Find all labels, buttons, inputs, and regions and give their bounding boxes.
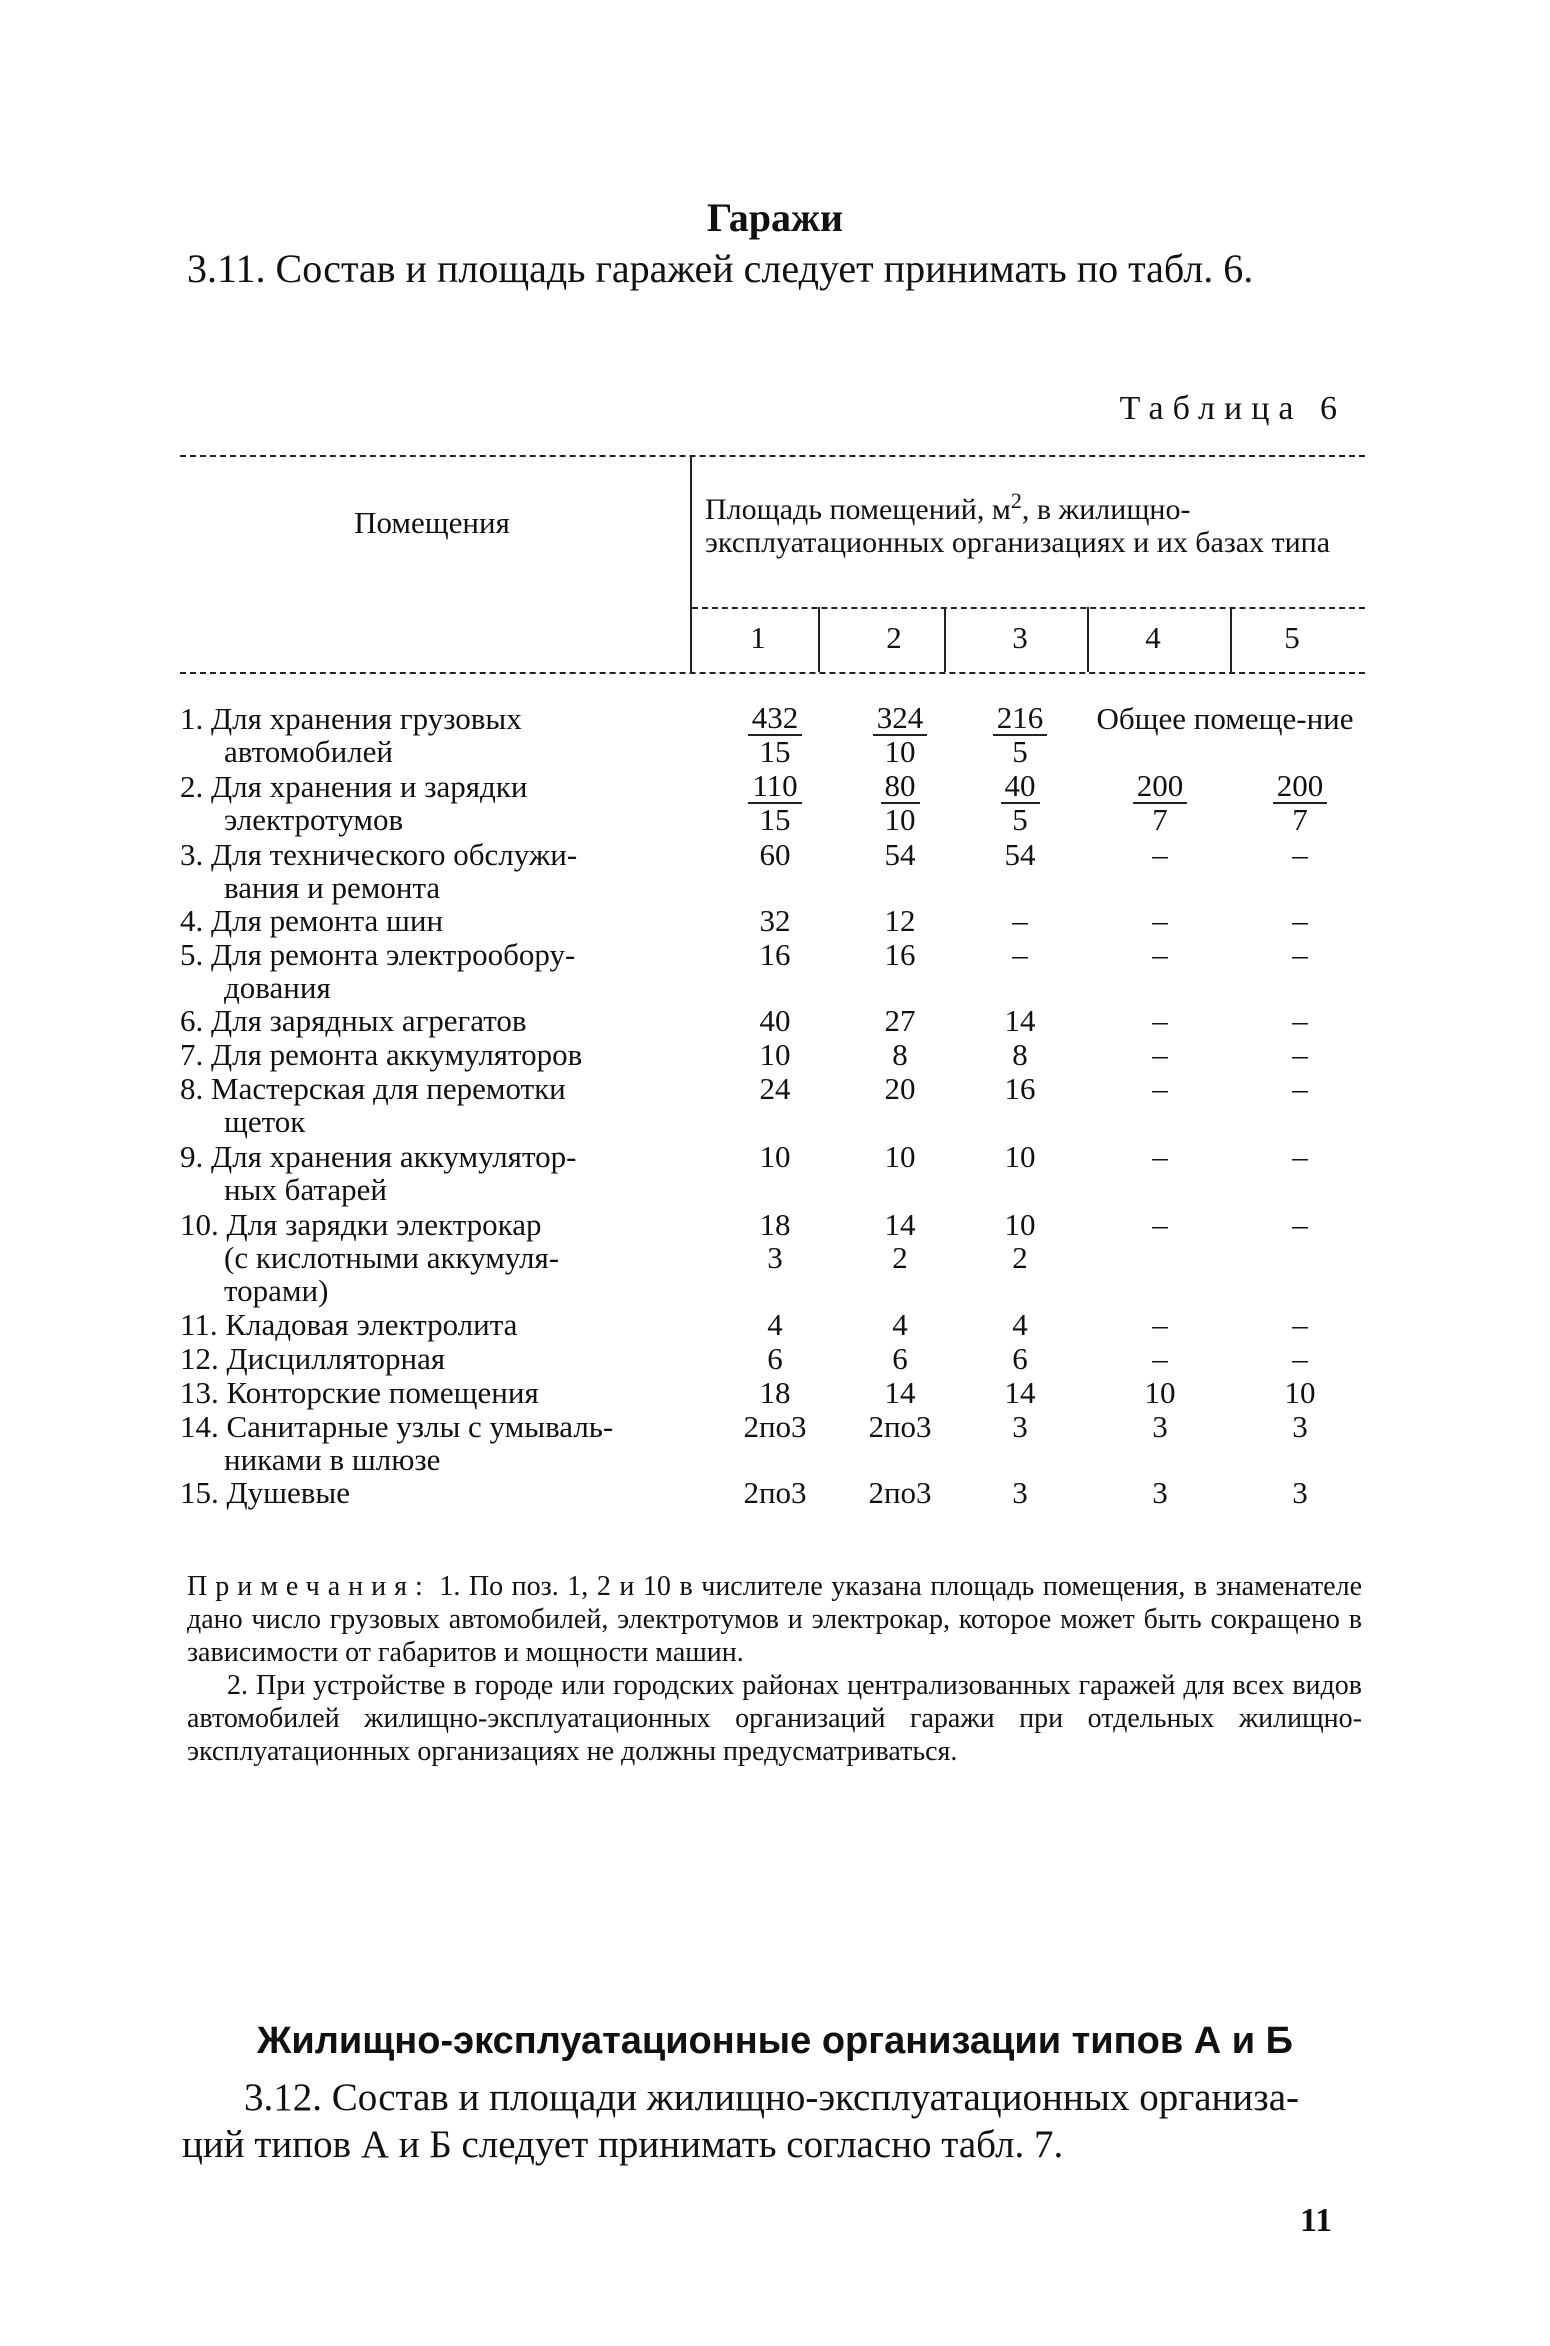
fraction-numerator: 200 (1273, 770, 1328, 804)
row-name (180, 1208, 700, 1307)
table-cell: 6 (1012, 1341, 1028, 1376)
fraction (1001, 770, 1040, 836)
row-name (180, 904, 700, 937)
row-name (180, 938, 700, 1004)
row-name-continuation: никами в шлюзе (224, 1442, 441, 1477)
fraction-denominator: 7 (1152, 802, 1168, 837)
table-cell: – (1292, 1207, 1308, 1242)
table-cell: – (1152, 903, 1168, 938)
table-cell: 20 (884, 1071, 916, 1106)
subheader-rule (692, 607, 1365, 609)
row-name-continuation: щеток (224, 1104, 306, 1139)
fraction (1133, 770, 1188, 836)
fraction-denominator: 5 (1012, 734, 1028, 769)
table-cell: 10 (884, 1139, 916, 1174)
note-2: 2. При устройстве в городе или городских районах централизованных гаражей для всех видов автомобилей жилищно-эксплуатационных организаций гаражи при отдельных жилищно-эксплуатационных организациях не должны предусматриваться. (187, 1670, 1362, 1767)
row-name-line: 9. Для хранения аккумулятор- (180, 1139, 577, 1174)
table-cell: 16 (884, 937, 916, 972)
page-number: 11 (1300, 2202, 1333, 2239)
table-cell: – (1152, 1139, 1168, 1174)
table-cell (1245, 770, 1355, 836)
table-cell: – (1152, 1341, 1168, 1376)
fraction (1273, 770, 1328, 836)
paragraph-3-12-line-2: ций типов А и Б следует принимать согласно табл. 7. (182, 2123, 1064, 2166)
table-cell: – (1152, 1207, 1168, 1242)
table-cell: 2по3 (743, 1409, 807, 1444)
row-name (180, 1308, 700, 1341)
table-cell: – (1292, 1307, 1308, 1342)
table-cell: 16 (759, 937, 791, 972)
table-cell: 3 (1012, 1409, 1028, 1444)
table-cell: 3 (1292, 1475, 1308, 1510)
table-cell: 6 (767, 1341, 783, 1376)
row-name-line: 3. Для технического обслужи- (180, 837, 578, 872)
table-cell: – (1292, 1139, 1308, 1174)
table-cell: 14 2 (884, 1207, 916, 1275)
table-cell: 4 (1012, 1307, 1028, 1342)
fraction-numerator: 110 (748, 770, 801, 804)
row-name (180, 1072, 700, 1138)
table-cell: 10 2 (1004, 1207, 1036, 1275)
table-cell: 2по3 (868, 1475, 932, 1510)
row-name-line: 2. Для хранения и зарядки (180, 769, 528, 804)
table-cell: 8 (1012, 1037, 1028, 1072)
table-cell: 8 (892, 1037, 908, 1072)
row-name-continuation: автомобилей (224, 734, 393, 769)
row-name-line: 7. Для ремонта аккумуляторов (180, 1037, 583, 1072)
row-name (180, 770, 700, 836)
fraction (993, 702, 1048, 768)
fraction-denominator: 15 (759, 802, 791, 837)
row-name-continuation: (с кислотными аккумуля- (224, 1240, 560, 1275)
row-name (180, 1342, 700, 1375)
header-area-prefix: Площадь помещений, м (705, 493, 1011, 526)
table-cell: – (1152, 1307, 1168, 1342)
table-cell: – (1292, 1037, 1308, 1072)
header-rooms: Помещения (354, 505, 510, 540)
row-name-line: 4. Для ремонта шин (180, 903, 444, 938)
table-cell: – (1292, 1341, 1308, 1376)
row-name-line: 1. Для хранения грузовых (180, 701, 522, 736)
paragraph-3-12-line-1: 3.12. Состав и площади жилищно-эксплуатационных организа- (244, 2076, 1299, 2119)
fraction-numerator: 200 (1133, 770, 1188, 804)
table-cell: – (1152, 1003, 1168, 1038)
header-bottom-rule (180, 672, 1365, 674)
fraction-numerator: 432 (748, 702, 803, 736)
table-cell: – (1292, 1003, 1308, 1038)
table-cell: 60 (759, 837, 791, 872)
header-area-suffix: , в жилищно-эксплуатационных организациях и их базах типа (705, 493, 1331, 559)
row-name-line: 5. Для ремонта электрообору- (180, 937, 576, 972)
row-name (180, 1038, 700, 1071)
fraction-denominator: 10 (884, 802, 916, 837)
header-area (705, 484, 1345, 559)
table-cell: – (1152, 1037, 1168, 1072)
row-name (180, 702, 700, 768)
col-number: 3 (1012, 620, 1028, 655)
table-cell: 24 (759, 1071, 791, 1106)
row-name-line: 10. Для зарядки электрокар (180, 1207, 542, 1242)
table-cell: – (1152, 1071, 1168, 1106)
table-cell: 12 (884, 903, 916, 938)
row-name-continuation: электротумов (224, 802, 404, 837)
table-cell: – (1292, 837, 1308, 872)
row-name (180, 1476, 700, 1509)
col-number: 1 (750, 620, 766, 655)
row-name-continuation: дования (224, 970, 331, 1005)
table-cell: 3 (1152, 1475, 1168, 1510)
row-name-continuation: торами) (224, 1273, 329, 1308)
table-cell: 18 3 (759, 1207, 791, 1275)
section-heading: Гаражи (706, 195, 844, 240)
col-number: 2 (886, 620, 902, 655)
section2-heading: Жилищно-эксплуатационные организации типов А и Б (257, 2020, 1293, 2062)
table-cell (965, 702, 1075, 768)
table-cell (720, 702, 830, 768)
fraction-denominator: 5 (1012, 802, 1028, 837)
table-cell: – (1292, 937, 1308, 972)
fraction (748, 702, 803, 768)
table-cell: 6 (892, 1341, 908, 1376)
row-name-line: 12. Дисцилляторная (180, 1341, 446, 1376)
table-cell: – (1152, 937, 1168, 972)
table-cell: 2по3 (868, 1409, 932, 1444)
fraction (881, 770, 920, 836)
fraction-numerator: 80 (881, 770, 920, 804)
table-cell (845, 770, 955, 836)
col-divider-1 (818, 607, 820, 672)
notes-lead: Примечания: (187, 1571, 431, 1602)
table-cell: 18 (759, 1375, 791, 1410)
table-notes (187, 1570, 1362, 1768)
table-cell: 10 (759, 1139, 791, 1174)
table-cell (845, 702, 955, 768)
row-name-continuation: вания и ремонта (224, 870, 441, 905)
fraction-numerator: 324 (873, 702, 928, 736)
table-cell: 54 (1004, 837, 1036, 872)
paragraph-3-12 (182, 2074, 1362, 2168)
fraction-denominator: 15 (759, 734, 791, 769)
common-room-note: Общее помеще-ние (1096, 701, 1354, 736)
col-divider-2 (944, 607, 946, 672)
row-name (180, 1004, 700, 1037)
table-cell: 32 (759, 903, 791, 938)
table-top-rule (180, 455, 1365, 457)
table-cell: 10 (1144, 1375, 1176, 1410)
fraction-denominator: 7 (1292, 802, 1308, 837)
paragraph-3-11: 3.11. Состав и площадь гаражей следует принимать по табл. 6. (187, 246, 1254, 291)
table-cell: 40 (759, 1003, 791, 1038)
table-cell: 14 (1004, 1375, 1036, 1410)
fraction-numerator: 40 (1001, 770, 1040, 804)
row-name (180, 1410, 700, 1476)
fraction (873, 702, 928, 768)
table-cell: 10 (1284, 1375, 1316, 1410)
table-cell: 3 (1152, 1409, 1168, 1444)
table-cell: 10 (1004, 1139, 1036, 1174)
table-cell: 16 (1004, 1071, 1036, 1106)
table-cell: – (1012, 937, 1028, 972)
row-name-line: 15. Душевые (180, 1475, 351, 1510)
col-number: 5 (1284, 620, 1300, 655)
table-cell: 4 (767, 1307, 783, 1342)
row-name (180, 838, 700, 904)
header-area-sup: 2 (1010, 488, 1022, 513)
note-1: 1. По поз. 1, 2 и 10 в числителе указана площадь помещения, в знаменателе дано число грузовых автомобилей, электротумов и электрокар, которое может быть сокращено в зависимости от габаритов и мощности машин. (187, 1571, 1363, 1668)
fraction (748, 770, 801, 836)
table-cell: – (1152, 837, 1168, 872)
table-cell (720, 770, 830, 836)
header-divider (690, 455, 692, 672)
row-name-continuation: ных батарей (224, 1172, 387, 1207)
row-name-line: 6. Для зарядных агрегатов (180, 1003, 527, 1038)
row-name-line: 14. Санитарные узлы с умываль- (180, 1409, 614, 1444)
table-cell: 10 (759, 1037, 791, 1072)
table-cell (965, 770, 1075, 836)
table-cell: – (1012, 903, 1028, 938)
row-name (180, 1376, 700, 1409)
col-number: 4 (1145, 620, 1161, 655)
fraction-denominator: 10 (884, 734, 916, 769)
table-cell: 4 (892, 1307, 908, 1342)
table-cell: 54 (884, 837, 916, 872)
table-cell: 14 (1004, 1003, 1036, 1038)
table-cell (1105, 770, 1215, 836)
col-divider-3 (1087, 607, 1089, 672)
table-cell: 3 (1292, 1409, 1308, 1444)
fraction-numerator: 216 (993, 702, 1048, 736)
table-cell: 3 (1012, 1475, 1028, 1510)
row-name-line: 8. Мастерская для перемотки (180, 1071, 566, 1106)
table-cell: 14 (884, 1375, 916, 1410)
col-divider-4 (1230, 607, 1232, 672)
row-name (180, 1140, 700, 1206)
row-name-line: 11. Кладовая электролита (180, 1307, 518, 1342)
table-cell: – (1292, 903, 1308, 938)
table-cell: – (1292, 1071, 1308, 1106)
table-cell: 27 (884, 1003, 916, 1038)
row-name-line: 13. Конторские помещения (180, 1375, 539, 1410)
table-caption: Таблица 6 (1119, 390, 1346, 427)
table-cell: 2по3 (743, 1475, 807, 1510)
